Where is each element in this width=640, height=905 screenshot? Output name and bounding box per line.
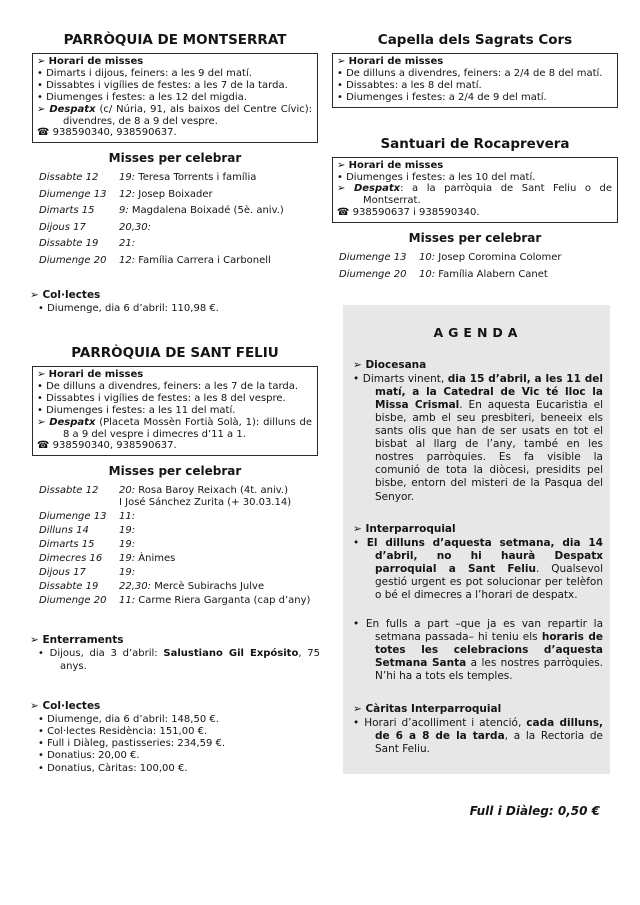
- bullet-icon: •: [337, 79, 343, 91]
- schedule-item: [337, 92, 612, 104]
- mass-entry: [119, 539, 320, 551]
- rocaprevera-masses-table: [330, 252, 620, 281]
- collectes-item-text: Donatius: 20,00 €.: [47, 750, 140, 762]
- despatx-line: [37, 417, 312, 441]
- phone-numbers: 938590340, 938590637.: [52, 127, 177, 139]
- capella-title: Capella dels Sagrats Cors: [377, 32, 573, 48]
- mass-day: Dissabte 19: [39, 238, 99, 250]
- agenda-section-interparroquial: [353, 523, 603, 684]
- mass-entry: [119, 238, 320, 250]
- mass-row: [30, 567, 320, 579]
- montserrat-title: PARRÒQUIA DE MONTSERRAT: [63, 32, 287, 48]
- mass-row: [30, 485, 320, 509]
- mass-name: Josep Boixader: [138, 188, 213, 200]
- arrow-icon: ➢: [353, 358, 362, 371]
- mass-day: Diumenge 20: [39, 595, 107, 607]
- sant-feliu-title: PARRÒQUIA DE SANT FELIU: [71, 345, 279, 362]
- enterraments-heading-text: Enterraments: [42, 634, 124, 647]
- schedule-item: [37, 393, 312, 405]
- mass-day: Dijous 17: [39, 567, 86, 579]
- mass-entry: [119, 222, 320, 234]
- mass-entry: [119, 511, 320, 523]
- agenda-heading-text: Càritas Interparroquial: [365, 702, 502, 715]
- mass-entry: [119, 525, 320, 537]
- arrow-icon: ➢: [337, 56, 346, 67]
- mass-day: Dissabte 19: [39, 581, 99, 593]
- agenda-item: [353, 373, 603, 504]
- agenda-item-pre: En fulls a part –que ja es van repartir la setmana passada– hi teniu els: [365, 618, 604, 644]
- mass-name: Teresa Torrents i família: [138, 172, 257, 184]
- despatx-line: [337, 183, 612, 207]
- arrow-icon: ➢: [37, 103, 46, 115]
- enterraments-section: [30, 634, 320, 672]
- mass-time: 11:: [119, 595, 136, 607]
- agenda-item-bold: El dilluns d’aquesta setmana, dia 14 d’abril, no hi haurà Despatx parroquial a Sant Feliu: [366, 536, 603, 575]
- mass-time: 19:: [119, 539, 136, 551]
- mass-time: 19:: [119, 525, 136, 537]
- rocaprevera-schedule-box: [332, 157, 618, 224]
- bullet-icon: •: [38, 726, 44, 737]
- mass-row: [330, 252, 620, 264]
- schedule-item-text: Diumenges i festes: a les 11 del matí.: [46, 404, 236, 416]
- mass-time: 21:: [119, 238, 136, 250]
- agenda-box: [343, 305, 610, 774]
- schedule-heading-text: Horari de misses: [48, 369, 144, 381]
- mass-day: Diumenge 13: [39, 511, 107, 523]
- agenda-item-bold: cada dilluns, de 6 a 8 de la tarda: [375, 716, 603, 742]
- mass-time: 20:: [119, 485, 136, 497]
- agenda-item-bold: dia 15 d’abril, a les 11 del matí, a la Catedral de Vic té lloc la Missa Crismal: [375, 372, 603, 411]
- agenda-heading-text: Diocesana: [365, 358, 427, 371]
- agenda-section-diocesana: [353, 359, 603, 504]
- mass-row: [30, 205, 320, 217]
- mass-row: [30, 525, 320, 537]
- mass-entry: [119, 595, 320, 607]
- mass-time: 9:: [119, 205, 129, 217]
- collectes-heading: [30, 289, 320, 302]
- despatx-text: (c/ Núria, 91, als baixos del Centre Cívic): divendres, de 8 a 9 del vespre.: [63, 103, 312, 127]
- mass-row: [30, 255, 320, 267]
- agenda-item-pre: Dimarts vinent,: [362, 372, 448, 385]
- agenda-section-heading: [353, 359, 603, 372]
- mass-row: [330, 269, 620, 281]
- arrow-icon: ➢: [37, 369, 46, 381]
- mass-entry: [419, 269, 620, 281]
- agenda-item-post: . Qualsevol gestió urgent es pot solucionar per telèfon o bé el dimecres a l’horari de despatx.: [375, 562, 603, 601]
- sant-feliu-schedule-box: [32, 366, 318, 456]
- bullet-icon: •: [38, 648, 44, 660]
- schedule-item-text: Diumenges i festes: a 2/4 de 9 del matí.: [346, 91, 547, 103]
- enterrament-item: [30, 648, 320, 672]
- agenda-section-heading: [353, 523, 603, 536]
- collectes-item-text: Col·lectes Residència: 151,00 €.: [47, 726, 208, 737]
- phone-numbers: 938590637 i 938590340.: [352, 207, 480, 219]
- mass-name: Família Carrera i Carbonell: [138, 254, 271, 266]
- arrow-icon: ➢: [30, 699, 39, 712]
- mass-row: [30, 595, 320, 607]
- schedule-item: [37, 92, 312, 104]
- collectes-item: [30, 714, 320, 726]
- bullet-icon: •: [38, 750, 44, 762]
- bullet-icon: •: [353, 372, 360, 385]
- schedule-heading: [337, 160, 612, 172]
- agenda-item-post: a les nostres parròquies. N’hi ha a tots els temples.: [375, 657, 603, 683]
- montserrat-masses-table: [30, 172, 320, 267]
- mass-row: [30, 511, 320, 523]
- phone-line: [37, 440, 312, 452]
- mass-row: [30, 189, 320, 201]
- agenda-item-post: , a la Rectoria de Sant Feliu.: [375, 729, 603, 755]
- bullet-icon: •: [37, 380, 43, 392]
- phone-line: [337, 207, 612, 219]
- schedule-item: [37, 405, 312, 417]
- arrow-icon: ➢: [30, 288, 39, 301]
- mass-time: 20,30:: [119, 221, 151, 233]
- agenda-item: [353, 618, 603, 683]
- mass-time: 19:: [119, 172, 136, 184]
- schedule-item-text: Dissabtes i vigílies de festes: a les 8 del vespre.: [46, 392, 286, 404]
- agenda-item-pre: Horari d’acolliment i atenció,: [364, 716, 527, 729]
- bullet-icon: •: [38, 302, 44, 314]
- schedule-item: [337, 80, 612, 92]
- phone-icon: ☎: [37, 127, 50, 139]
- mass-time: 12:: [119, 254, 136, 266]
- rocaprevera-title: Santuari de Rocaprevera: [380, 135, 570, 152]
- price-note: Full i Diàleg: 0,50 €: [469, 803, 600, 818]
- right-column: [330, 0, 620, 818]
- mass-time: 10:: [419, 252, 436, 264]
- collectes-item: [30, 750, 320, 762]
- schedule-item-text: De dilluns a divendres, feiners: a 2/4 de 8 del matí.: [346, 67, 603, 79]
- enterraments-heading: [30, 634, 320, 647]
- sant-feliu-collectes: [30, 700, 320, 775]
- mass-day: Dimarts 15: [39, 205, 95, 217]
- collectes-heading-text: Col·lectes: [42, 699, 101, 712]
- agenda-item: [353, 717, 603, 756]
- bullet-icon: •: [337, 91, 343, 103]
- enterrament-pre: Dijous, dia 3 d’abril:: [49, 648, 164, 660]
- agenda-section-heading: [353, 703, 603, 716]
- agenda-section-caritas: [353, 703, 603, 756]
- schedule-item: [337, 172, 612, 184]
- mass-row: [30, 172, 320, 184]
- agenda-item: [353, 537, 603, 602]
- bullet-icon: •: [337, 67, 343, 79]
- schedule-item: [37, 381, 312, 393]
- bullet-icon: •: [37, 404, 43, 416]
- montserrat-collectes: [30, 289, 320, 315]
- mass-name-line2: I José Sánchez Zurita (+ 30.03.14): [119, 497, 292, 509]
- bullet-icon: •: [37, 91, 43, 103]
- mass-row: [30, 581, 320, 593]
- collectes-item-text: Donatius, Càritas: 100,00 €.: [47, 762, 188, 774]
- phone-line: [37, 127, 312, 139]
- collectes-item: [30, 303, 320, 315]
- collectes-item-text: Diumenge, dia 6 d’abril: 110,98 €.: [47, 302, 219, 314]
- bullet-icon: •: [37, 79, 43, 91]
- collectes-heading: [30, 700, 320, 713]
- schedule-item: [37, 80, 312, 92]
- bullet-icon: •: [337, 171, 343, 183]
- mass-entry: [119, 255, 320, 267]
- mass-time: 22,30:: [119, 581, 151, 593]
- mass-day: Dijous 17: [39, 221, 86, 233]
- mass-row: [30, 222, 320, 234]
- mass-entry: [119, 567, 320, 579]
- mass-time: 12:: [119, 188, 136, 200]
- collectes-item-text: Diumenge, dia 6 d’abril: 148,50 €.: [47, 713, 219, 725]
- collectes-item: [30, 726, 320, 738]
- mass-day: Diumenge 20: [39, 254, 107, 266]
- mass-entry: [119, 189, 320, 201]
- collectes-item-text: Full i Diàleg, pastisseries: 234,59 €.: [47, 738, 226, 750]
- collectes-item: [30, 738, 320, 750]
- arrow-icon: ➢: [353, 522, 362, 535]
- agenda-item-bold: horaris de totes les celebracions d’aquesta Setmana Santa: [375, 631, 603, 670]
- bullet-icon: •: [38, 738, 44, 750]
- agenda-heading-text: Interparroquial: [365, 522, 456, 535]
- arrow-icon: ➢: [337, 159, 346, 171]
- arrow-icon: ➢: [30, 634, 39, 647]
- schedule-item: [37, 68, 312, 80]
- despatx-label: Despatx: [49, 103, 96, 115]
- sant-feliu-masses-heading: Misses per celebrar: [108, 464, 242, 479]
- enterraments-list: [30, 648, 320, 672]
- mass-name: Carme Riera Garganta (cap d’any): [138, 595, 311, 607]
- collectes-item: [30, 763, 320, 775]
- schedule-heading-text: Horari de misses: [348, 56, 444, 67]
- mass-name: Rosa Baroy Reixach (4t. aniv.): [138, 485, 289, 497]
- mass-entry: [119, 581, 320, 593]
- mass-row: [30, 539, 320, 551]
- despatx-text: : a la parròquia de Sant Feliu o de Montserrat.: [363, 183, 612, 207]
- mass-time: 10:: [419, 268, 436, 280]
- phone-icon: ☎: [337, 207, 350, 219]
- collectes-list: [30, 303, 320, 315]
- schedule-heading: [37, 369, 312, 381]
- phone-icon: ☎: [37, 440, 50, 452]
- mass-name: Família Alabern Canet: [438, 268, 548, 280]
- mass-day: Dilluns 14: [39, 525, 89, 537]
- mass-day: Dissabte 12: [39, 172, 99, 184]
- enterrament-name: Salustiano Gil Expósito: [163, 648, 299, 660]
- bullet-icon: •: [353, 536, 360, 549]
- schedule-heading: [37, 56, 312, 68]
- capella-schedule-box: [332, 53, 618, 108]
- mass-name: Ànimes: [138, 553, 176, 565]
- sant-feliu-masses-table: [30, 485, 320, 607]
- collectes-list: [30, 714, 320, 775]
- rocaprevera-masses-heading: Misses per celebrar: [408, 231, 542, 246]
- phone-numbers: 938590340, 938590637.: [52, 440, 177, 452]
- mass-entry: [119, 485, 320, 509]
- arrow-icon: ➢: [337, 183, 346, 195]
- mass-row: [30, 553, 320, 565]
- bullet-icon: •: [37, 67, 43, 79]
- mass-name: Josep Coromina Colomer: [438, 252, 562, 264]
- bullet-icon: •: [38, 762, 44, 774]
- schedule-item-text: Diumenges i festes: a les 10 del matí.: [346, 171, 536, 183]
- bullet-icon: •: [37, 392, 43, 404]
- schedule-item-text: Dissabtes i vigílies de festes: a les 7 de la tarda.: [46, 79, 288, 91]
- despatx-label: Despatx: [49, 416, 96, 428]
- mass-day: Dissabte 12: [39, 485, 99, 497]
- mass-entry: [119, 205, 320, 217]
- schedule-heading: [337, 56, 612, 68]
- mass-time: 11:: [119, 511, 136, 523]
- mass-time: 19:: [119, 553, 136, 565]
- schedule-item-text: Diumenges i festes: a les 12 del migdia.: [46, 91, 247, 103]
- schedule-heading-text: Horari de misses: [348, 159, 444, 171]
- mass-entry: [119, 172, 320, 184]
- bullet-icon: •: [38, 713, 44, 725]
- mass-day: Dimarts 15: [39, 539, 95, 551]
- arrow-icon: ➢: [353, 702, 362, 715]
- mass-time: 19:: [119, 567, 136, 579]
- schedule-item-text: Dimarts i dijous, feiners: a les 9 del matí.: [46, 67, 252, 79]
- agenda-item-post: . En aquesta Eucaristia el bisbe, amb el seu presbiteri, beneeix els sants olis que han de ser usats en tot el bisbat al llarg de l’any, també en les nostres parròquies. Es fa visible la comunió de tota la diòcesi, presidits pel bisbe, entorn del misteri de la Pasqua del Senyor.: [375, 398, 603, 503]
- despatx-line: [37, 104, 312, 128]
- mass-day: Diumenge 13: [339, 252, 407, 264]
- schedule-item: [337, 68, 612, 80]
- bullet-icon: •: [353, 618, 360, 631]
- mass-day: Diumenge 20: [339, 268, 407, 280]
- despatx-text: (Placeta Mossèn Fortià Solà, 1): dilluns de 8 a 9 del vespre i dimecres d’11 a 1.: [63, 416, 312, 440]
- montserrat-schedule-box: [32, 53, 318, 143]
- collectes-heading-text: Col·lectes: [42, 288, 101, 301]
- despatx-label: Despatx: [353, 183, 401, 195]
- arrow-icon: ➢: [37, 56, 46, 67]
- arrow-icon: ➢: [37, 416, 46, 428]
- bullet-icon: •: [353, 716, 360, 729]
- montserrat-masses-heading: Misses per celebrar: [108, 151, 242, 166]
- agenda-title: AGENDA: [433, 324, 523, 340]
- mass-day: Diumenge 13: [39, 188, 107, 200]
- schedule-item-text: De dilluns a divendres, feiners: a les 7 de la tarda.: [46, 380, 299, 392]
- enterrament-post: , 75 anys.: [60, 648, 320, 672]
- mass-entry: [419, 252, 620, 264]
- mass-entry: [119, 553, 320, 565]
- schedule-heading-text: Horari de misses: [48, 56, 144, 67]
- schedule-item-text: Dissabtes: a les 8 del matí.: [346, 79, 482, 91]
- mass-name: Magdalena Boixadé (5è. aniv.): [131, 205, 284, 217]
- mass-name: Mercè Subirachs Julve: [154, 581, 265, 593]
- mass-row: [30, 238, 320, 250]
- mass-day: Dimecres 16: [39, 553, 103, 565]
- left-column: [30, 0, 320, 775]
